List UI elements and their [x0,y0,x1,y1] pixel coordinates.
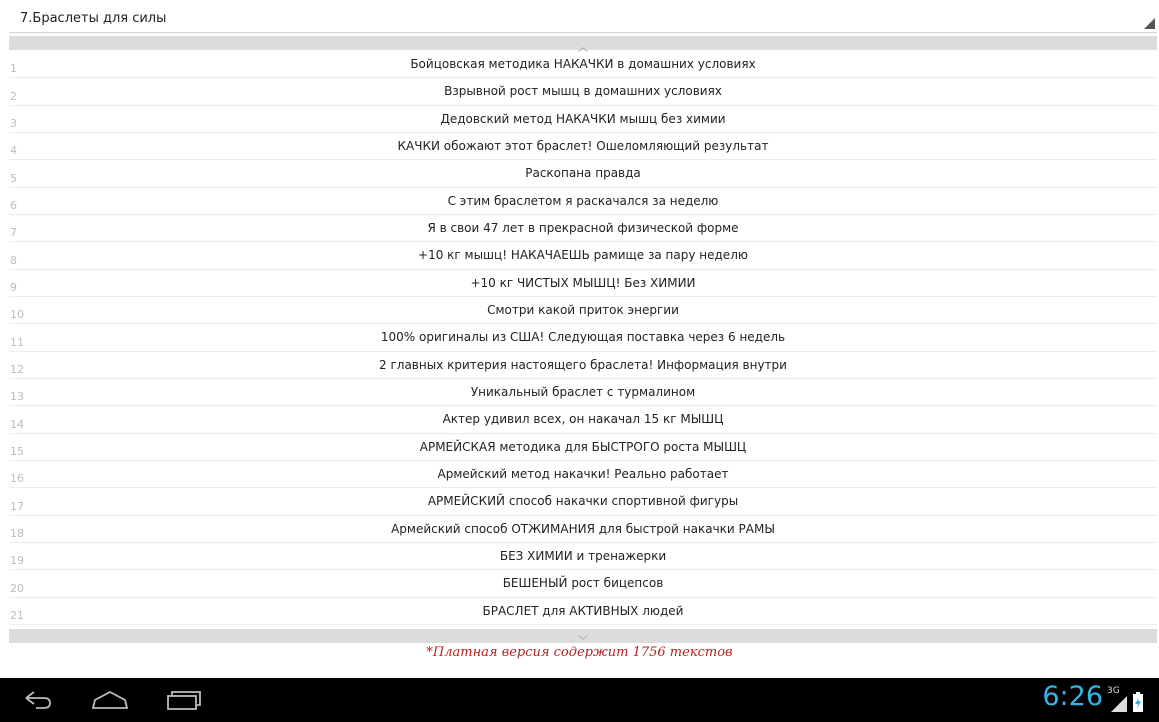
list-item-number: 6 [10,198,17,212]
list-item-text: Смотри какой приток энергии [487,302,679,317]
list-item[interactable] [9,324,1157,351]
list-item-text: Армейский метод накачки! Реально работает [437,466,729,481]
list-item[interactable] [9,242,1157,269]
list-item[interactable] [9,297,1157,324]
list-item-text: С этим браслетом я раскачался за неделю [447,193,719,208]
network-type-label: 3G [1107,686,1120,696]
list-item-number: 5 [10,171,17,185]
list-item-number: 15 [10,444,24,458]
list-item-text: 2 главных критерия настоящего браслета! Информация внутри [379,357,787,372]
phrase-list[interactable] [9,51,1157,625]
list-item-text: БРАСЛЕТ для АКТИВНЫХ людей [482,603,684,618]
list-item-text: +10 кг ЧИСТЫХ МЫШЦ! Без ХИМИИ [470,275,696,290]
list-item-number: 17 [10,499,24,513]
paid-version-note: *Платная версия содержит 1756 текстов [426,645,733,660]
list-item-number: 14 [10,417,24,431]
list-item-number: 1 [10,62,17,76]
list-item-number: 21 [10,608,24,622]
list-item[interactable] [9,78,1157,105]
list-item-number: 4 [10,144,17,158]
recent-apps-icon [160,686,204,714]
back-button[interactable] [16,686,60,714]
list-item[interactable] [9,543,1157,570]
list-item-number: 19 [10,554,24,568]
list-item-text: БЕШЕНЫЙ рост бицепсов [502,576,664,591]
list-item-text: Актер удивил всех, он накачал 15 кг МЫШЦ [442,412,724,427]
list-item-text: Я в свои 47 лет в прекрасной физической форме [427,220,739,235]
list-item[interactable] [9,51,1157,78]
dropdown-corner-icon [1144,18,1155,29]
list-item-number: 3 [10,116,17,130]
list-item[interactable] [9,598,1157,625]
list-item-number: 12 [10,362,24,376]
list-item[interactable] [9,434,1157,461]
list-item[interactable] [9,188,1157,215]
list-item[interactable] [9,352,1157,379]
scroll-down-button[interactable] [9,629,1157,647]
list-item-text: АРМЕЙСКАЯ методика для БЫСТРОГО роста МЫШЦ [419,439,747,454]
scroll-up-button[interactable] [9,36,1157,54]
list-item-text: Бойцовская методика НАКАЧКИ в домашних условиях [410,57,756,71]
list-item-number: 13 [10,390,24,404]
back-arrow-icon [16,686,60,714]
home-icon [88,686,132,714]
status-clock: 6:26 [1042,681,1103,712]
list-item[interactable] [9,406,1157,433]
system-nav-bar [0,678,1159,722]
list-item[interactable] [9,160,1157,187]
list-item[interactable] [9,516,1157,543]
list-item[interactable] [9,461,1157,488]
category-spinner[interactable] [9,4,1157,33]
list-item[interactable] [9,270,1157,297]
list-item-text: АРМЕЙСКИЙ способ накачки спортивной фигуры [427,494,739,509]
list-item-text: БЕЗ ХИМИИ и тренажерки [499,548,667,563]
list-item[interactable] [9,379,1157,406]
chevron-down-icon: ﹀ [578,636,588,647]
category-spinner-label: 7.Браслеты для силы [20,11,167,26]
list-item[interactable] [9,488,1157,515]
list-item[interactable] [9,106,1157,133]
list-item-text: 100% оригиналы из США! Следующая поставка через 6 недель [380,330,786,345]
list-item-number: 20 [10,581,24,595]
recent-apps-button[interactable] [160,686,204,714]
signal-icon [1111,696,1127,712]
home-button[interactable] [88,686,132,714]
list-item-text: +10 кг мышц! НАКАЧАЕШЬ рамище за пару неделю [418,248,748,263]
list-item-number: 8 [10,253,17,267]
list-item[interactable] [9,215,1157,242]
list-item-number: 16 [10,472,24,486]
chevron-up-icon: ︿ [578,43,588,54]
list-item-text: Уникальный браслет с турмалином [470,384,696,399]
list-item[interactable] [9,133,1157,160]
status-icons [1103,686,1153,714]
list-item-text: Раскопана правда [525,166,641,181]
list-item-number: 2 [10,89,17,103]
list-item-text: КАЧКИ обожают этот браслет! Ошеломляющий результат [397,138,769,153]
list-item-text: Армейский способ ОТЖИМАНИЯ для быстрой накачки РАМЫ [391,521,775,536]
list-item-number: 11 [10,335,24,349]
list-item-number: 10 [10,308,24,322]
list-item-number: 9 [10,280,17,294]
list-item-text: Взрывной рост мышц в домашних условиях [444,84,722,99]
list-item-number: 7 [10,226,17,240]
list-item-text: Дедовский метод НАКАЧКИ мышц без химии [440,111,726,126]
list-item-number: 18 [10,526,24,540]
list-item[interactable] [9,570,1157,597]
